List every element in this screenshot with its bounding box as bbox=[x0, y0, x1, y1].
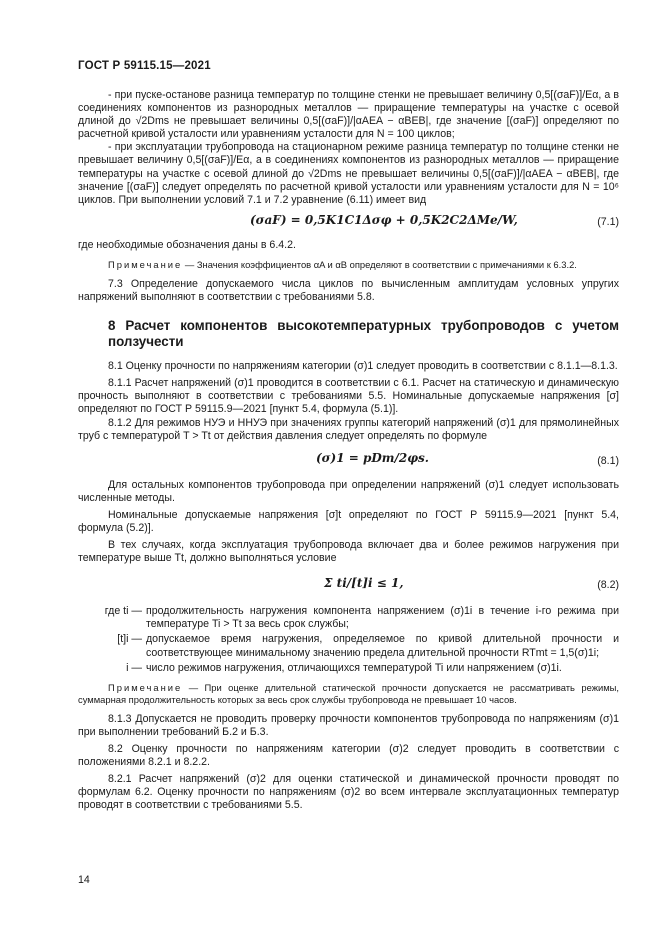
paragraph: где необходимые обозначения даны в 6.4.2. bbox=[78, 238, 296, 251]
definition-term: [t]i — bbox=[117, 633, 142, 646]
paragraph: 8.2 Оценку прочности по напряжениям категории (σ)2 следует проводить в соответствии с положениями 8.2.1 и 8.2.2. bbox=[78, 742, 619, 768]
note-text: — Значения коэффициентов αA и αB определяют в соответствии с примечаниями к 6.3.2. bbox=[182, 258, 577, 270]
document-body bbox=[78, 89, 619, 812]
section-heading: 8 Расчет компонентов высокотемпературных трубопроводов с учетом ползучести bbox=[108, 318, 619, 350]
paragraph: - при пуске-останове разница температур по толщине стенки не превышает величину 0,5[(σaF)]/Eα, а в соединениях компонентов из разнородных металлов — приращение температуры на участке с осевой длиной до √2Dms не превышает величины 0,5[(σaF)]/|αAEA − αBEB|, где значение [(σaF)] определяют по расчетной кривой усталости или уравнениям усталости для N = 100 циклов; bbox=[78, 89, 619, 141]
formula-8-1 bbox=[78, 446, 619, 476]
definition-text: продолжительность нагружения компонента напряжением (σ)1i в течение i-го режима при температуре Ti > Tt за весь срок службы; bbox=[146, 605, 619, 631]
paragraph: 8.2.1 Расчет напряжений (σ)2 для оценки статической и динамической прочности проводят по формулам 6.2. Оценку прочности по напряжениям (σ)2 во всем интервале эксплуатационных температур проводят в соответствии с требованиями 5.5. bbox=[78, 773, 619, 812]
note-text: — При оценке длительной статической прочности допускается не рассматривать режимы, суммарная продолжительность которых за весь срок службы трубопровода не превышает 10 часов. bbox=[78, 681, 619, 705]
paragraph: 8.1.3 Допускается не проводить проверку прочности компонентов трубопровода по напряжениям (σ)1 при выполнении требований Б.2 и Б.3. bbox=[78, 712, 619, 738]
definition-term: где ti — bbox=[104, 605, 142, 618]
note bbox=[78, 682, 619, 706]
formula-7-1 bbox=[78, 210, 619, 236]
formula-expression: (σaF) = 0,5K1C1Δσφ + 0,5K2C2ΔMe/W, bbox=[250, 212, 518, 227]
note-label: Примечание bbox=[108, 258, 183, 270]
definition-item bbox=[78, 633, 619, 659]
formula-expression: Σ ti/[t]i ≤ 1, bbox=[324, 576, 404, 591]
note bbox=[78, 259, 619, 271]
paragraph: 8.1.2 Для режимов НУЭ и ННУЭ при значениях группы категорий напряжений (σ)1 для прямолинейных труб с температурой T > Tt от действия давления следует определять по формуле bbox=[78, 416, 619, 442]
paragraph: В тех случаях, когда эксплуатация трубопровода включает два и более режимов нагружения при температуре выше Tt, должно выполняться условие bbox=[78, 539, 619, 565]
definition-item bbox=[78, 662, 619, 675]
document-header: ГОСТ Р 59115.15—2021 bbox=[78, 60, 211, 72]
paragraph: 8.1.1 Расчет напряжений (σ)1 проводится в соответствии с 6.1. Расчет на статическую и динамическую прочность выполняют в соответствии с требованиями 5.5. Номинальные допускаемые напряжения [σ] определяют по ГОСТ Р 59115.9—2021 [пункт 5.4, формула (5.1)]. bbox=[78, 377, 619, 416]
paragraph: 8.1 Оценку прочности по напряжениям категории (σ)1 следует проводить в соответствии с 8.1.1—8.1.3. bbox=[108, 360, 618, 373]
paragraph: Для остальных компонентов трубопровода при определении напряжений (σ)1 следует использовать численные методы. bbox=[78, 478, 619, 504]
definition-text: допускаемое время нагружения, определяемое по кривой длительной прочности и соответствующее минимальному значению предела длительной прочности RTmt = 1,5(σ)1i; bbox=[146, 633, 619, 659]
definition-term: i — bbox=[126, 661, 142, 674]
paragraph: - при эксплуатации трубопровода на стационарном режиме разница температур по толщине стенки не превышает величину 0,5[(σaF)]/Eα, а в соединениях компонентов из разнородных металлов — приращение температуры на участке с осевой длиной до √2Dms не превышает величины 0,5[(σaF)]/|αAEA − αBEB|, где значение [(σaF)] следует определять по расчетной кривой усталости или уравнениям усталости для N = 10⁶ циклов. При выполнении условий 7.1 и 7.2 уравнение (6.11) имеет вид bbox=[78, 141, 619, 206]
formula-expression: (σ)1 = pDm/2φs. bbox=[316, 450, 429, 465]
page-number: 14 bbox=[78, 874, 90, 886]
formula-8-2 bbox=[78, 568, 619, 602]
definition-text: число режимов нагружения, отличающихся температурой Ti или напряжением (σ)1i. bbox=[146, 661, 562, 674]
formula-number: (7.1) bbox=[597, 215, 619, 228]
definition-item bbox=[78, 605, 619, 631]
formula-number: (8.2) bbox=[597, 579, 619, 592]
paragraph: Номинальные допускаемые напряжения [σ]t определяют по ГОСТ Р 59115.9—2021 [пункт 5.4, формула (5.2)]. bbox=[78, 508, 619, 534]
note-label: Примечание bbox=[108, 681, 183, 693]
paragraph: 7.3 Определение допускаемого числа циклов по вычисленным амплитудам условных упругих напряжений выполняют в соответствии с требованиями 5.8. bbox=[78, 277, 619, 304]
formula-number: (8.1) bbox=[597, 454, 619, 467]
